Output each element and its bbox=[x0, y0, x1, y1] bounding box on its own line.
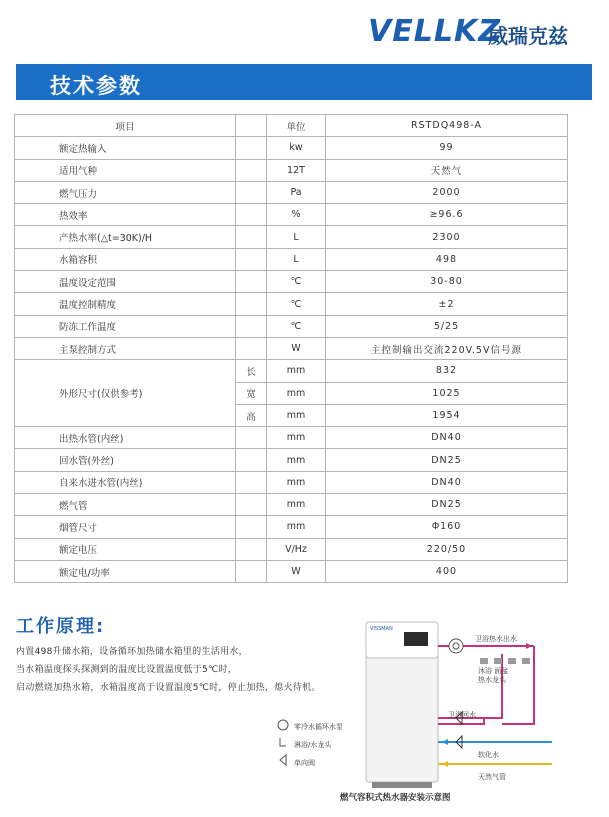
param-sub bbox=[236, 137, 267, 159]
heater-brand: VISSMAN bbox=[370, 626, 393, 632]
return-water-line bbox=[438, 654, 502, 718]
param-value: 1025 bbox=[326, 382, 568, 404]
brand-name-cn: 威瑞克兹 bbox=[488, 24, 568, 48]
table-row bbox=[15, 181, 568, 203]
installation-diagram bbox=[262, 614, 602, 804]
param-sub bbox=[236, 494, 267, 516]
param-value: DN25 bbox=[326, 449, 568, 471]
param-unit: ℃ bbox=[267, 293, 326, 315]
param-sub: 高 bbox=[236, 404, 267, 426]
param-value: Φ160 bbox=[326, 516, 568, 538]
param-name: 外形尺寸(仅供参考) bbox=[15, 360, 236, 427]
param-sub bbox=[236, 159, 267, 181]
param-unit: mm bbox=[267, 471, 326, 493]
param-sub bbox=[236, 560, 267, 582]
param-unit: ℃ bbox=[267, 271, 326, 293]
param-unit: ℃ bbox=[267, 315, 326, 337]
param-sub bbox=[236, 293, 267, 315]
diagram-caption: 燃气容积式热水器安装示意图 bbox=[340, 793, 451, 803]
param-unit: kw bbox=[267, 137, 326, 159]
param-value: 400 bbox=[326, 560, 568, 582]
table-row bbox=[15, 360, 568, 382]
param-value: DN40 bbox=[326, 427, 568, 449]
param-name: 燃气压力 bbox=[15, 181, 236, 203]
param-unit: Pa bbox=[267, 181, 326, 203]
param-name: 产热水率(△t=30K)/H bbox=[15, 226, 236, 248]
param-name: 自来水进水管(内丝) bbox=[15, 471, 236, 493]
param-value: 30-80 bbox=[326, 271, 568, 293]
param-value: 天然气 bbox=[326, 159, 568, 181]
param-value: DN25 bbox=[326, 494, 568, 516]
param-unit: W bbox=[267, 560, 326, 582]
pump-icon bbox=[278, 720, 288, 730]
table-row bbox=[15, 204, 568, 226]
param-sub bbox=[236, 516, 267, 538]
param-unit: V/Hz bbox=[267, 538, 326, 560]
param-sub bbox=[236, 538, 267, 560]
arrow-icon bbox=[442, 739, 448, 745]
table-row bbox=[15, 427, 568, 449]
header-model: RSTDQ498-A bbox=[326, 115, 568, 137]
section-title: 技术参数 bbox=[50, 74, 142, 98]
param-unit: 12T bbox=[267, 159, 326, 181]
param-name: 出热水管(内丝) bbox=[15, 427, 236, 449]
param-value: 498 bbox=[326, 248, 568, 270]
param-name: 额定热输入 bbox=[15, 137, 236, 159]
spec-table bbox=[14, 114, 568, 583]
param-sub bbox=[236, 271, 267, 293]
label-soft-water: 软化水 bbox=[478, 751, 499, 759]
table-row bbox=[15, 449, 568, 471]
param-unit: mm bbox=[267, 449, 326, 471]
param-sub bbox=[236, 337, 267, 359]
label-hot-out: 卫浴热水出水 bbox=[475, 635, 517, 643]
section-banner bbox=[16, 64, 592, 100]
table-row bbox=[15, 271, 568, 293]
param-value: DN40 bbox=[326, 471, 568, 493]
brand-logo: VELLKZ bbox=[368, 14, 501, 49]
param-value: 1954 bbox=[326, 404, 568, 426]
arrow-icon bbox=[442, 761, 448, 767]
param-name: 适用气种 bbox=[15, 159, 236, 181]
working-principle-line: 当水箱温度探头探测到的温度比设置温度低于5℃时， bbox=[16, 665, 238, 675]
param-name: 热效率 bbox=[15, 204, 236, 226]
param-value: 832 bbox=[326, 360, 568, 382]
param-value: 220/50 bbox=[326, 538, 568, 560]
label-return: 卫浴回水 bbox=[448, 711, 476, 719]
table-row bbox=[15, 248, 568, 270]
page-header bbox=[0, 0, 609, 62]
param-unit: L bbox=[267, 248, 326, 270]
param-value: 2000 bbox=[326, 181, 568, 203]
table-row bbox=[15, 560, 568, 582]
param-sub bbox=[236, 248, 267, 270]
param-value: 99 bbox=[326, 137, 568, 159]
param-name: 主泵控制方式 bbox=[15, 337, 236, 359]
param-unit: mm bbox=[267, 516, 326, 538]
working-principle-title: 工作原理: bbox=[16, 616, 106, 637]
pump-icon bbox=[449, 639, 463, 653]
arrow-icon bbox=[526, 643, 532, 649]
param-sub: 宽 bbox=[236, 382, 267, 404]
table-row bbox=[15, 137, 568, 159]
param-value: 5/25 bbox=[326, 315, 568, 337]
param-unit: mm bbox=[267, 427, 326, 449]
param-value: 2300 bbox=[326, 226, 568, 248]
param-sub bbox=[236, 315, 267, 337]
label-gas: 天然气管 bbox=[478, 773, 506, 781]
water-heater-unit bbox=[366, 622, 438, 788]
param-value: ≥96.6 bbox=[326, 204, 568, 226]
label-fixtures: 沐浴 面盆 热水龙头 bbox=[478, 667, 509, 684]
param-name: 防冻工作温度 bbox=[15, 315, 236, 337]
param-unit: % bbox=[267, 204, 326, 226]
param-unit: W bbox=[267, 337, 326, 359]
param-unit: mm bbox=[267, 494, 326, 516]
param-name: 温度控制精度 bbox=[15, 293, 236, 315]
table-row bbox=[15, 538, 568, 560]
table-row bbox=[15, 516, 568, 538]
param-unit: mm bbox=[267, 404, 326, 426]
param-sub: 长 bbox=[236, 360, 267, 382]
param-name: 额定电压 bbox=[15, 538, 236, 560]
param-sub bbox=[236, 471, 267, 493]
table-row bbox=[15, 494, 568, 516]
param-sub bbox=[236, 427, 267, 449]
param-value: ±2 bbox=[326, 293, 568, 315]
param-unit: mm bbox=[267, 382, 326, 404]
legend-shower: 淋浴/水龙头 bbox=[294, 741, 332, 749]
param-name: 回水管(外丝) bbox=[15, 449, 236, 471]
check-valve-icon bbox=[280, 755, 286, 765]
param-sub bbox=[236, 449, 267, 471]
table-row bbox=[15, 337, 568, 359]
param-name: 燃气管 bbox=[15, 494, 236, 516]
working-principle-line: 内置498升储水箱，设备循环加热储水箱里的生活用水， bbox=[16, 647, 248, 657]
header-item: 项目 bbox=[15, 115, 236, 137]
table-row bbox=[15, 315, 568, 337]
param-name: 烟管尺寸 bbox=[15, 516, 236, 538]
param-name: 温度设定范围 bbox=[15, 271, 236, 293]
table-row bbox=[15, 226, 568, 248]
table-row bbox=[15, 471, 568, 493]
table-row bbox=[15, 293, 568, 315]
param-name: 水箱容积 bbox=[15, 248, 236, 270]
working-principle-line: 启动燃烧加热水箱，水箱温度高于设置温度5℃时，停止加热，熄火待机。 bbox=[16, 683, 321, 693]
param-unit: L bbox=[267, 226, 326, 248]
header-unit: 单位 bbox=[267, 115, 326, 137]
table-row bbox=[15, 159, 568, 181]
param-sub bbox=[236, 181, 267, 203]
param-sub bbox=[236, 204, 267, 226]
table-header-row bbox=[15, 115, 568, 137]
legend-check-valve: 单向阀 bbox=[294, 759, 315, 767]
param-unit: mm bbox=[267, 360, 326, 382]
param-value: 主控制输出交流220V.5V信号源 bbox=[326, 337, 568, 359]
header-sub bbox=[236, 115, 267, 137]
legend-pump: 零冷水循环水泵 bbox=[294, 723, 343, 731]
param-name: 额定电/功率 bbox=[15, 560, 236, 582]
shower-icon bbox=[480, 658, 530, 664]
param-sub bbox=[236, 226, 267, 248]
shower-icon bbox=[280, 738, 286, 746]
